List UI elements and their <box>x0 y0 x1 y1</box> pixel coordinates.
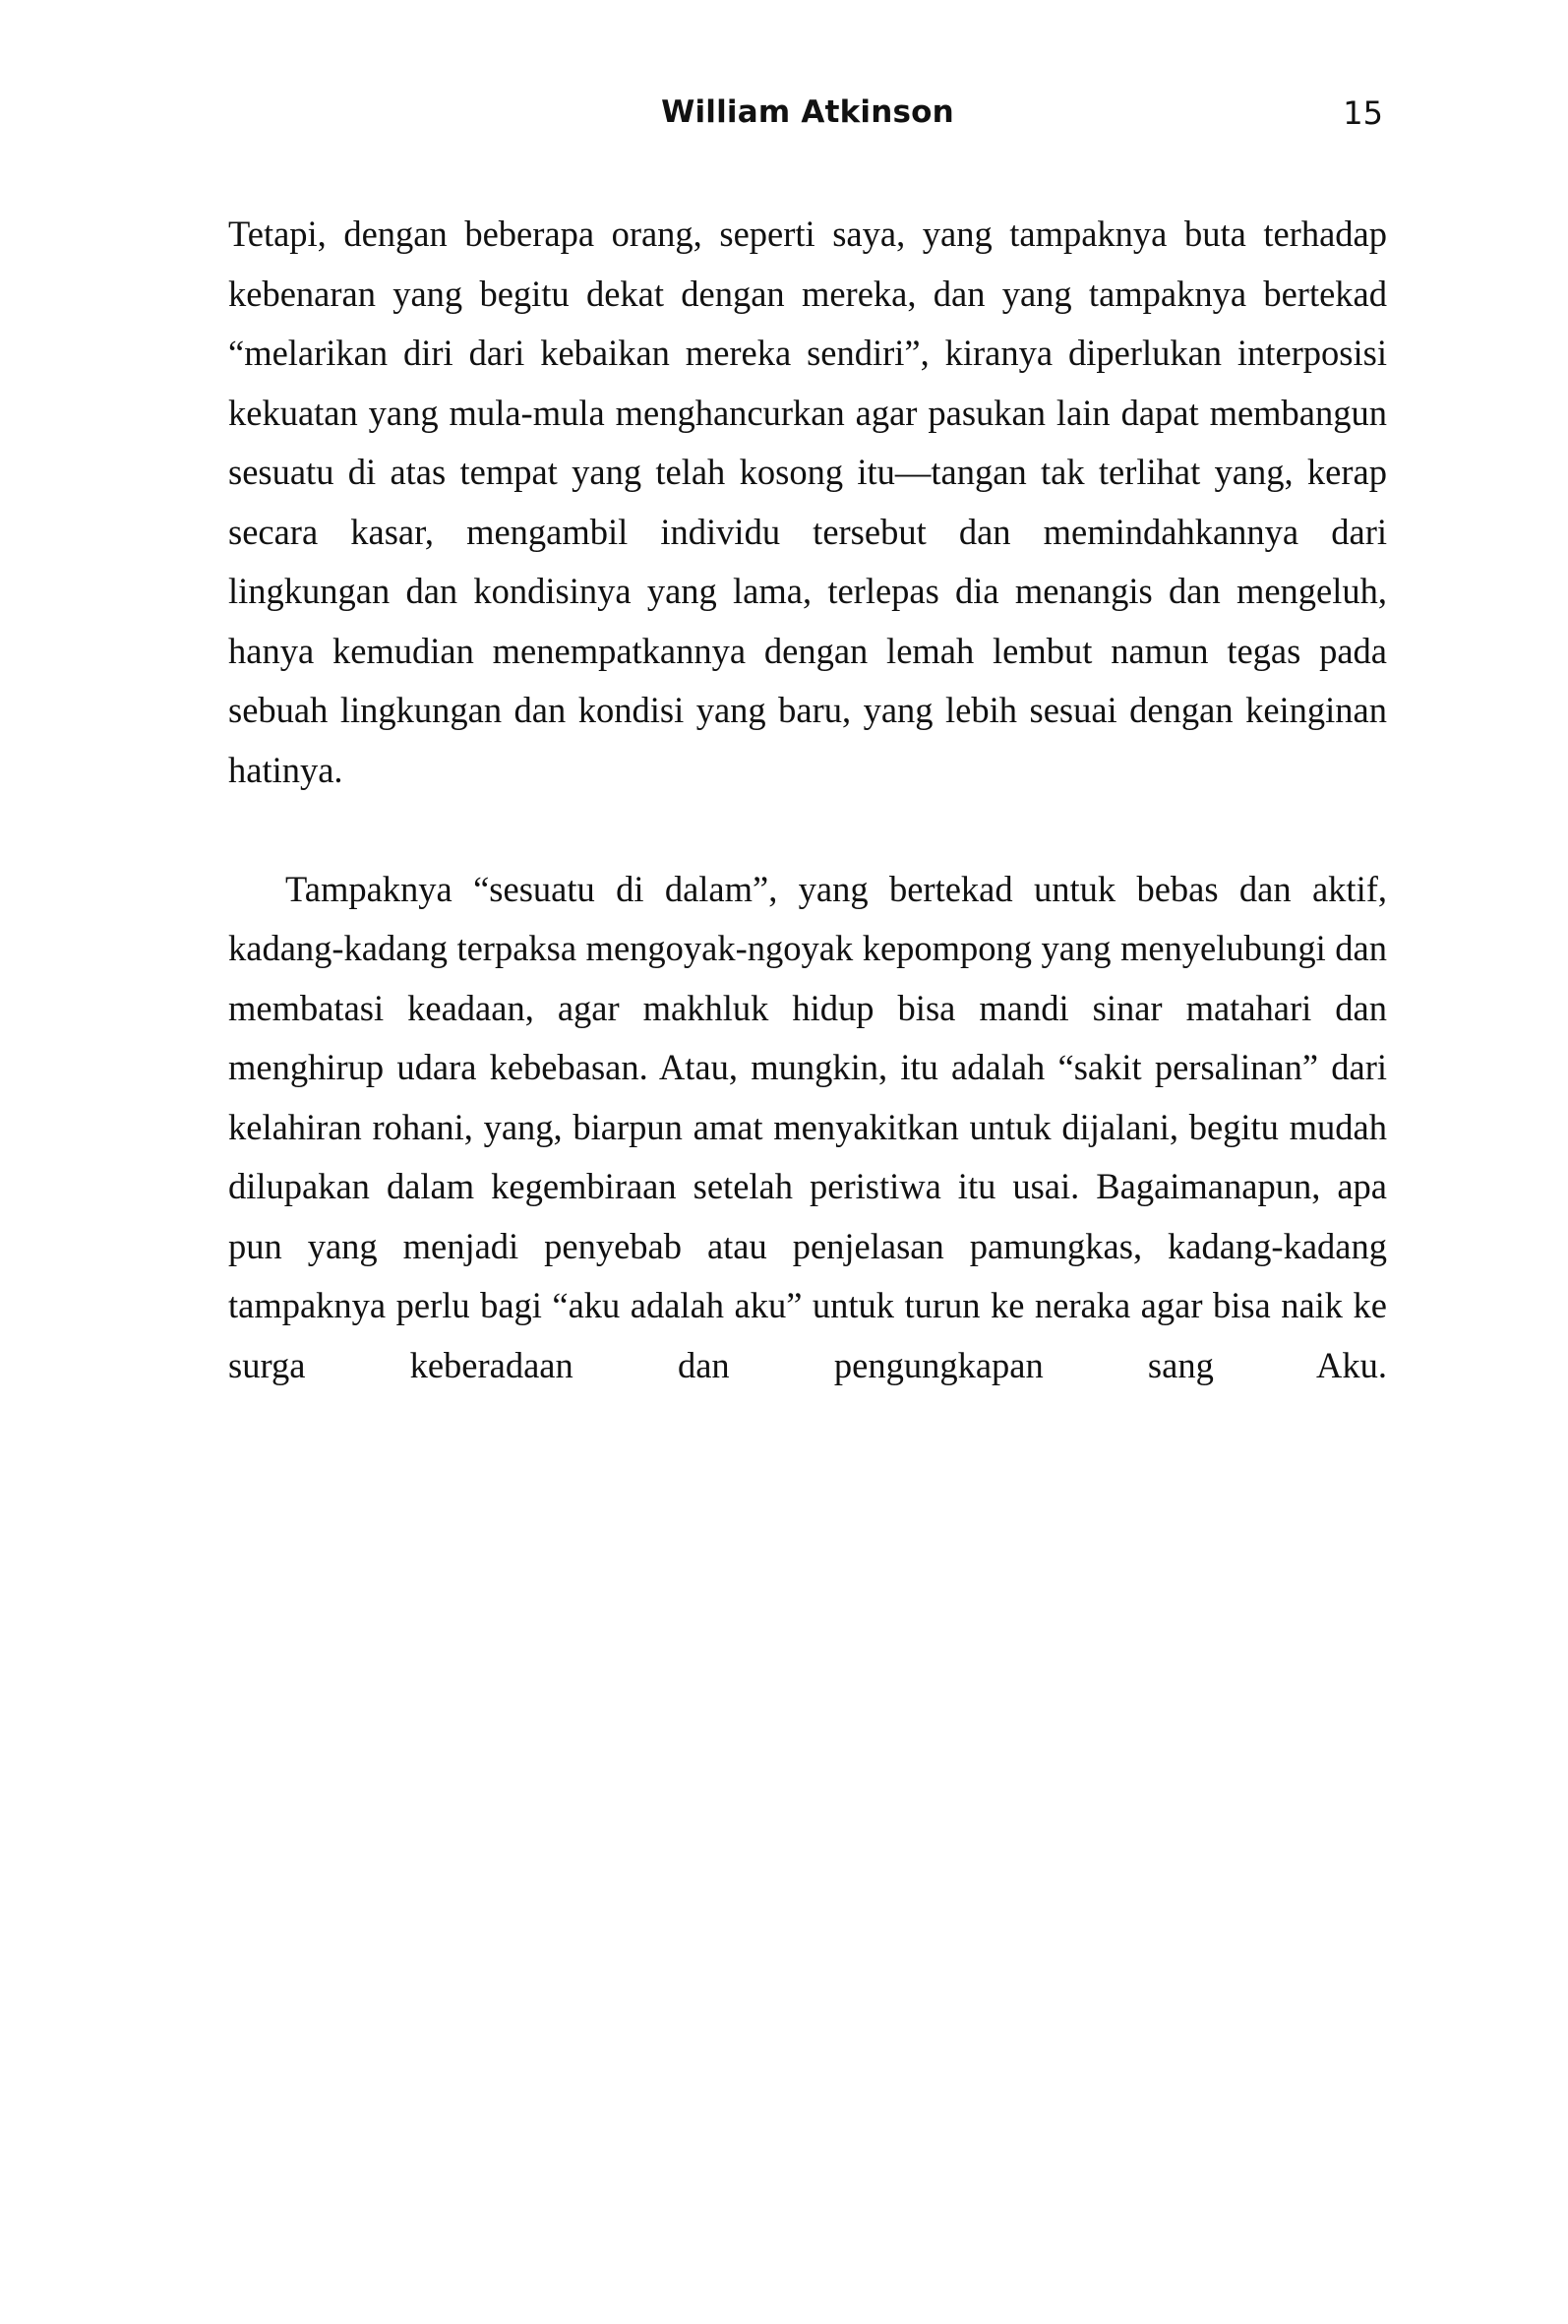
paragraph: Tetapi, dengan beberapa orang, seperti saya, yang tampaknya buta terhadap kebenaran yang begitu dekat dengan mereka, dan yang tampaknya bertekad “melarikan diri dari kebaikan mereka sendiri”, kiranya diperlukan interposisi kekuatan yang mula-mula menghancurkan agar pasukan lain dapat membangun sesuatu di atas tempat yang telah kosong itu—tangan tak terlihat yang, kerap secara kasar, mengambil individu tersebut dan memindahkannya dari lingkungan dan kondisinya yang lama, terlepas dia menangis dan mengeluh, hanya kemudian menempatkannya dengan lemah lembut namun tegas pada sebuah lingkungan dan kondisi yang baru, yang lebih sesuai dengan keinginan hatinya. <box>228 214 1387 790</box>
running-head <box>232 94 1383 140</box>
body-text <box>228 205 1387 1455</box>
paragraph: Tampaknya “sesuatu di dalam”, yang bertekad untuk bebas dan aktif, kadang-kadang terpaksa mengoyak-ngoyak kepompong yang menyelubungi dan membatasi keadaan, agar makhluk hidup bisa mandi sinar matahari dan menghirup udara kebebasan. Atau, mungkin, itu adalah “sakit persalinan” dari kelahiran rohani, yang, biarpun amat menyakitkan untuk dijalani, begitu mudah dilupakan dalam kegembiraan setelah peristiwa itu usai. Bagaimanapun, apa pun yang menjadi penyebab atau penjelasan pamungkas, kadang-kadang tampaknya perlu bagi “aku adalah aku” untuk turun ke neraka agar bisa naik ke surga keberadaan dan pengungkapan sang Aku. <box>228 868 1387 1385</box>
running-head-author: William Atkinson <box>661 94 954 130</box>
page-number: 15 <box>1343 94 1383 132</box>
